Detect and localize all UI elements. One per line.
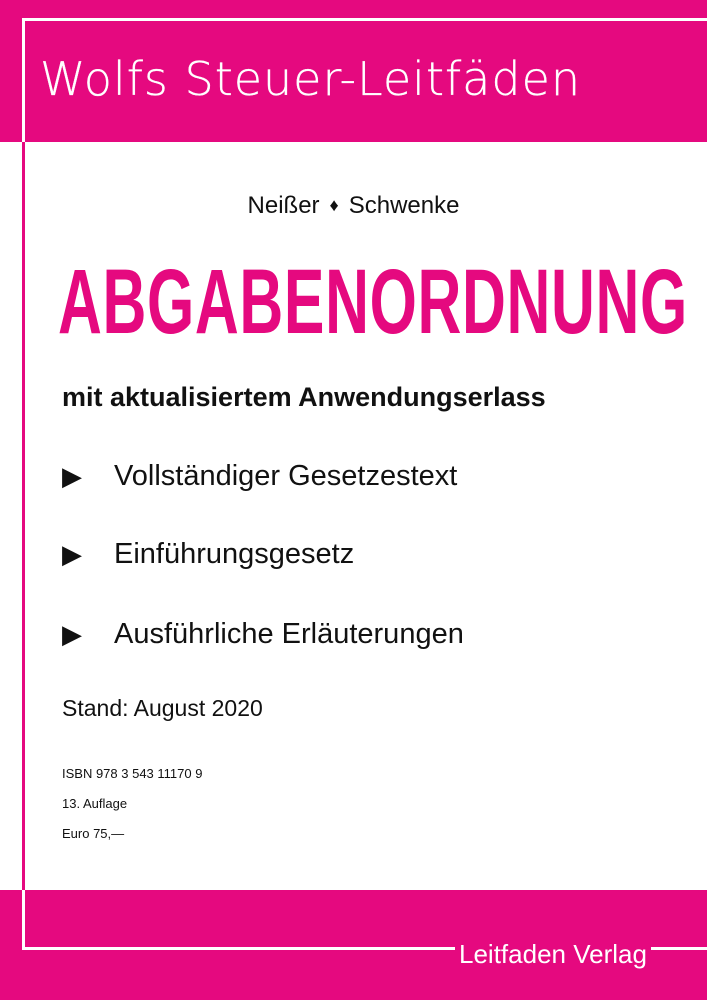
series-title: Wolfs Steuer-Leitfäden bbox=[40, 52, 582, 106]
stand-date: Stand: August 2020 bbox=[62, 695, 263, 721]
triangle-right-icon: ▶ bbox=[62, 619, 82, 649]
isbn: ISBN 978 3 543 11170 9 bbox=[62, 766, 203, 781]
feature-label: Ausführliche Erläuterungen bbox=[114, 618, 464, 650]
triangle-right-icon: ▶ bbox=[62, 461, 82, 491]
feature-item bbox=[62, 618, 464, 651]
frame-line-left-lower bbox=[22, 890, 25, 950]
book-title: ABGABENORDNUNG bbox=[58, 251, 688, 353]
feature-item bbox=[62, 460, 457, 493]
feature-item bbox=[62, 538, 354, 571]
triangle-right-icon: ▶ bbox=[62, 539, 82, 569]
frame-line-top bbox=[22, 18, 707, 21]
price: Euro 75,— bbox=[62, 826, 125, 841]
authors bbox=[0, 192, 707, 220]
author-second: Schwenke bbox=[348, 192, 460, 219]
feature-label: Vollständiger Gesetzestext bbox=[114, 460, 458, 492]
feature-label: Einführungsgesetz bbox=[114, 538, 355, 570]
diamond-separator-icon: ♦ bbox=[329, 195, 339, 215]
book-subtitle: mit aktualisiertem Anwendungserlass bbox=[62, 382, 546, 412]
frame-line-left-middle bbox=[22, 142, 25, 890]
author-first: Neißer bbox=[247, 192, 320, 219]
publisher-name: Leitfaden Verlag bbox=[455, 939, 651, 970]
frame-line-left-upper bbox=[22, 18, 25, 142]
edition: 13. Auflage bbox=[62, 796, 128, 811]
